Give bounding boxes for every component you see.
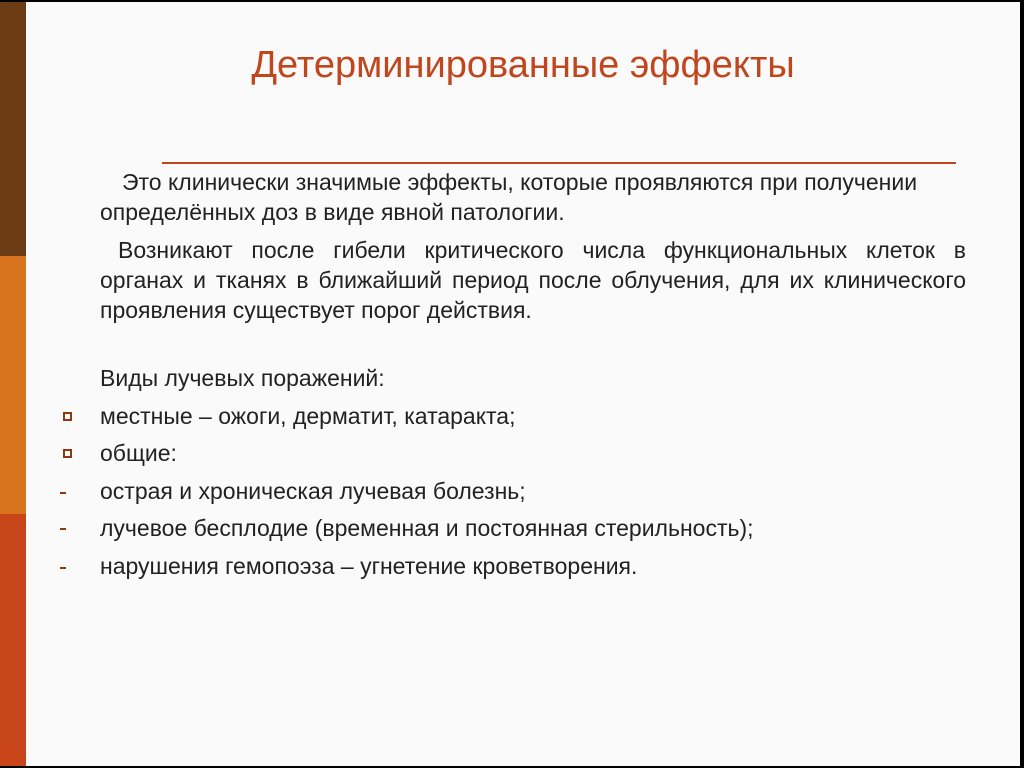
- list-item: местные – ожоги, дерматит, катаракта;: [100, 403, 516, 429]
- square-bullet-icon: [63, 412, 72, 421]
- side-stripe-orange: [0, 256, 26, 514]
- paragraph-description: Возникают после гибели критического числа функциональных клеток в органах и тканях в ближайший период после облучения, для их клинического проявления существует порог действия.: [100, 237, 966, 323]
- slide-title: Детерминированные эффекты: [251, 44, 795, 86]
- square-bullet-icon: [63, 449, 72, 458]
- side-stripe-red: [0, 514, 26, 766]
- title-divider: [162, 162, 956, 164]
- list-item: острая и хроническая лучевая болезнь;: [100, 478, 526, 504]
- list-item: общие:: [100, 440, 177, 466]
- dash-bullet-icon: [60, 567, 66, 569]
- slide: [0, 2, 1020, 766]
- list-item: нарушения гемопоэза – угнетение кроветворения.: [100, 553, 638, 579]
- dash-bullet-icon: [60, 492, 66, 494]
- side-stripe-dark: [0, 2, 26, 256]
- paragraph-list-heading: Виды лучевых поражений:: [100, 365, 385, 391]
- list-item: лучевое бесплодие (временная и постоянная стерильность);: [100, 515, 754, 541]
- dash-bullet-icon: [60, 528, 66, 530]
- paragraph-definition: Это клинически значимые эффекты, которые проявляются при получении определённых доз в виде явной патологии.: [100, 169, 918, 225]
